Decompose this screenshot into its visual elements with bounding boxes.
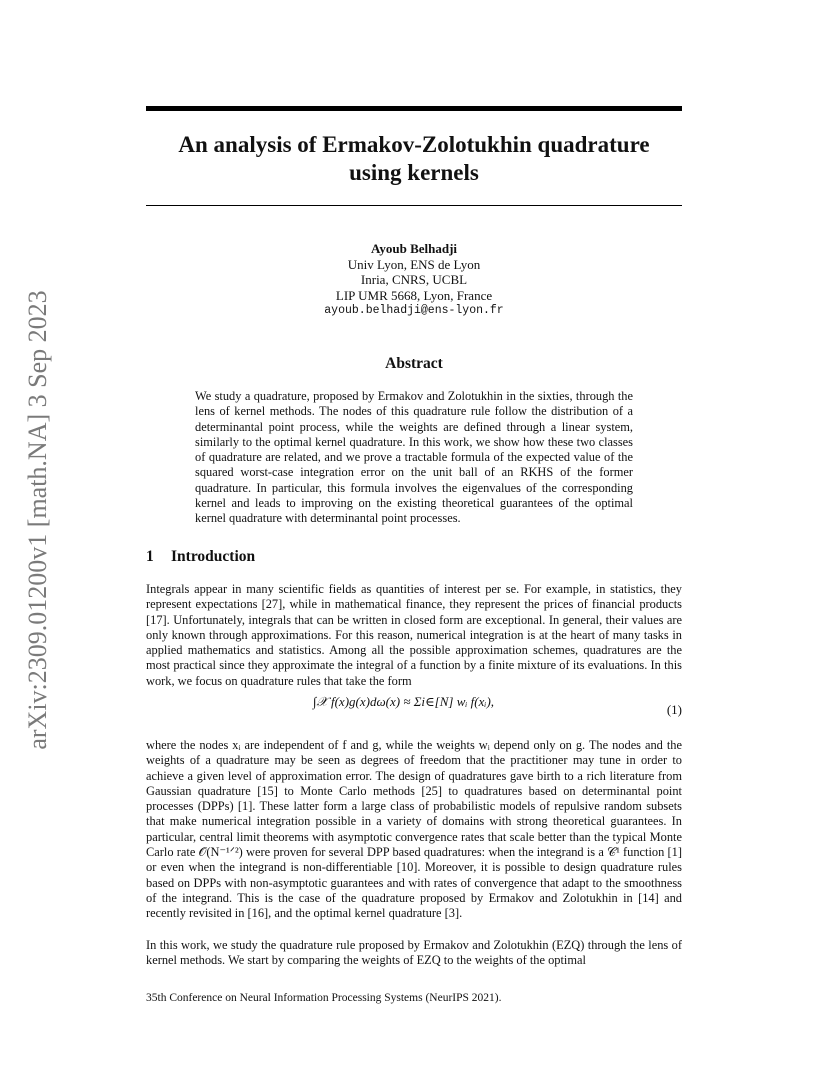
section-heading [146, 548, 255, 566]
author-email: ayoub.belhadji@ens-lyon.fr [324, 304, 504, 317]
section-number: 1 [146, 548, 154, 565]
author-affiliation-2: Inria, CNRS, UCBL [360, 272, 468, 287]
paper-title [146, 131, 682, 187]
paragraph-3-text: In this work, we study the quadrature rule proposed by Ermakov and Zolotukhin (EZQ) through the lens of kernel methods. We start by comparing the weights of EZQ to the weights of the optimal [146, 938, 682, 968]
abstract-heading: Abstract [385, 355, 443, 372]
paragraph-2-text: where the nodes xᵢ are independent of f and g, while the weights wᵢ depend only on g. The nodes and the weights of a quadrature may be seen as degrees of freedom that the practitioner may tune in order to achieve a given level of approximation error. The design of quadratures gave birth to a rich literature from Gaussian quadrature [15] to Monte Carlo methods [25] to quadratures based on determinantal point processes (DPPs) [1]. These latter form a large class of probabilistic models of repulsive random subsets that make numerical integration possible in a variety of domains with strong theoretical guarantees. In particular, central limit theorems with asymptotic convergence rates that scale better than the typical Monte Carlo rate 𝒪(N⁻¹ᐟ²) were proven for several DPP based quadratures: when the integrand is a 𝒞¹ function [1] or even when the integrand is non-differentiable [10]. Moreover, it is possible to design quadrature rules based on DPPs with non-asymptotic guarantees and with rates of convergence that adapt to the smoothness of the integrand. This is the case of the quadrature proposed by Ermakov and Zolotukhin in [14] and recently revisited in [16], and the optimal kernel quadrature [3]. [146, 738, 682, 921]
author-name: Ayoub Belhadji [370, 241, 458, 256]
author-affiliation-1: Univ Lyon, ENS de Lyon [347, 256, 481, 272]
equation-1-content: ∫𝒳 f(x)g(x)dω(x) ≈ Σi∈[N] wᵢ f(xᵢ), [313, 694, 495, 709]
paragraph-1 [146, 582, 682, 689]
arxiv-stamp [18, 270, 58, 770]
paragraph-2 [146, 738, 682, 922]
section-title: Introduction [171, 548, 256, 565]
title-bottom-rule [146, 205, 682, 206]
abstract-text: We study a quadrature, proposed by Ermakov and Zolotukhin in the sixties, through the lens of kernel methods. The nodes of this quadrature rule follow the distribution of a determinantal point process, while the weights are defined through a linear system, similarly to the optimal kernel quadrature. In this work, we show how these two classes of quadrature are related, and we prove a tractable formula of the expected value of the squared worst-case integration error on the unit ball of an RKHS of the former quadrature. In particular, this formula involves the eigenvalues of the corresponding kernel and leads to improving on the existing theoretical guarantees of the optimal kernel quadrature with determinantal point processes. [195, 389, 633, 526]
equation-1-number: (1) [666, 702, 682, 717]
arxiv-stamp-text: arXiv:2309.01200v1 [math.NA] 3 Sep 2023 [23, 290, 52, 750]
paragraph-1-text: Integrals appear in many scientific fields as quantities of interest per se. For example, in statistics, they represent expectations [27], while in mathematical finance, they represent the prices of financial products [17]. Unfortunately, integrals that can be written in closed form are exceptional. In general, their values are only known through approximations. For this reason, numerical integration is at the heart of many tasks in applied mathematics and statistics. Among all the possible approximation schemes, quadratures are the most practical since they approximate the integral of a function by a finite mixture of its evaluations. In this work, we focus on quadrature rules that take the form [146, 582, 682, 688]
conference-footer: 35th Conference on Neural Information Processing Systems (NeurIPS 2021). [146, 992, 502, 1004]
title-top-rule [146, 106, 682, 111]
author-block [146, 241, 682, 319]
title-line-2: using kernels [349, 160, 479, 185]
abstract-body [195, 389, 633, 527]
equation-1 [146, 690, 682, 732]
paragraph-3 [146, 938, 682, 969]
author-affiliation-3: LIP UMR 5668, Lyon, France [335, 287, 493, 303]
title-line-1: An analysis of Ermakov-Zolotukhin quadrature [178, 132, 650, 157]
